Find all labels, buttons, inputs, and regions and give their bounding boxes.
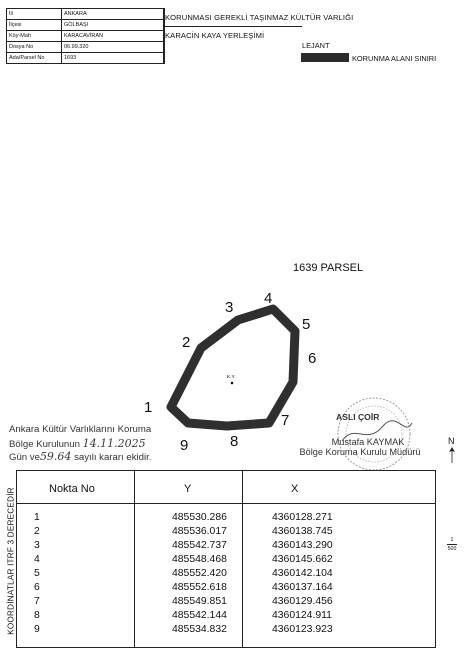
decision-suffix: sayılı kararı ekidir. [74,452,152,463]
row-point-no: 1 [34,512,40,523]
row-x: 4360128.271 [272,512,333,523]
row-y: 485534.832 [172,624,227,635]
row-x: 4360143.290 [272,540,333,551]
approval-date: 14.11.2025 [82,437,146,450]
legend-title: LEJANT [302,41,330,50]
row-y: 485552.420 [172,568,227,579]
approval-note-line2 [9,437,146,450]
center-label: K.Y. [227,375,236,380]
row-x: 4360145.662 [272,554,333,565]
header-y: Y [184,483,192,495]
info-key: İlçesi [7,20,62,31]
scale-numerator: 1 [450,537,454,543]
vertex-label-7: 7 [281,412,290,429]
signatory-name: Mustafa KAYMAK [331,437,405,447]
table-column-divider [242,470,243,648]
protection-boundary [171,309,295,426]
stamp-name: ASLI ÇOİR [336,412,380,422]
document-title: KORUNMASI GEREKLİ TAŞINMAZ KÜLTÜR VARLIĞI [165,13,354,22]
table-column-divider [134,470,135,648]
scale-denominator: 500 [447,546,457,552]
row-point-no: 5 [34,568,40,579]
vertex-label-5: 5 [302,316,311,333]
approval-note-line1: Ankara Kültür Varlıklarını Koruma [9,424,152,435]
vertex-label-2: 2 [182,334,191,351]
vertex-label-6: 6 [308,350,317,367]
info-value: ANKARA [62,9,164,20]
row-y: 485536.017 [172,526,227,537]
coordinate-system-label [4,478,18,644]
coordinate-system-text: KOORDİNATLAR ITRF 3 DERECEDİR [6,487,16,635]
vertex-label-1: 1 [144,399,153,416]
decision-prefix: Gün ve [9,452,40,463]
info-value: GÖLBAŞI [62,20,164,31]
signatory-title: Bölge Koruma Kurulu Müdürü [299,447,421,457]
row-x: 4360137.164 [272,582,333,593]
row-point-no: 3 [34,540,40,551]
vertex-label-9: 9 [180,437,189,454]
header-point-no: Nokta No [49,483,95,495]
approval-note-line3 [9,450,151,463]
info-value: 1693 [62,53,164,64]
vertex-label-3: 3 [225,299,234,316]
parcel-label: 1639 PARSEL [293,262,364,274]
info-key: Dosya No [7,42,62,53]
row-x: 4360129.456 [272,596,333,607]
table-header-divider [16,503,436,504]
center-point-marker [231,382,234,385]
info-value: 06.99.320 [62,42,164,53]
vertex-label-4: 4 [264,290,273,307]
row-point-no: 7 [34,596,40,607]
row-y: 485530.286 [172,512,227,523]
legend-item-label: KORUNMA ALANI SINIRI [352,54,437,63]
row-x: 4360138.745 [272,526,333,537]
row-point-no: 2 [34,526,40,537]
info-key: İli [7,9,62,20]
row-y: 485549.851 [172,596,227,607]
row-point-no: 8 [34,610,40,621]
row-point-no: 6 [34,582,40,593]
row-x: 4360142.104 [272,568,333,579]
site-name: KARACİN KAYA YERLEŞİMİ [165,31,265,40]
row-y: 485552.618 [172,582,227,593]
info-key: Köy-Mah [7,31,62,42]
row-x: 4360123.923 [272,624,333,635]
decision-number: 59.64 [39,450,72,463]
row-x: 4360124.911 [272,610,332,621]
info-value: KARACAVİRAN [62,31,164,42]
north-arrow-icon [446,447,458,463]
scale-fraction-bar [447,544,457,545]
official-stamp [312,393,432,475]
scale-indicator [444,537,460,552]
approval-note-prefix: Bölge Kurulunun [9,439,80,450]
row-y: 485542.144 [172,610,227,621]
row-point-no: 4 [34,554,40,565]
north-label: N [448,436,455,446]
info-key: Ada/Parsel No [7,53,62,64]
row-y: 485548.468 [172,554,227,565]
vertex-label-8: 8 [230,433,239,450]
row-y: 485542.737 [172,540,227,551]
row-point-no: 9 [34,624,40,635]
header-x: X [291,483,299,495]
